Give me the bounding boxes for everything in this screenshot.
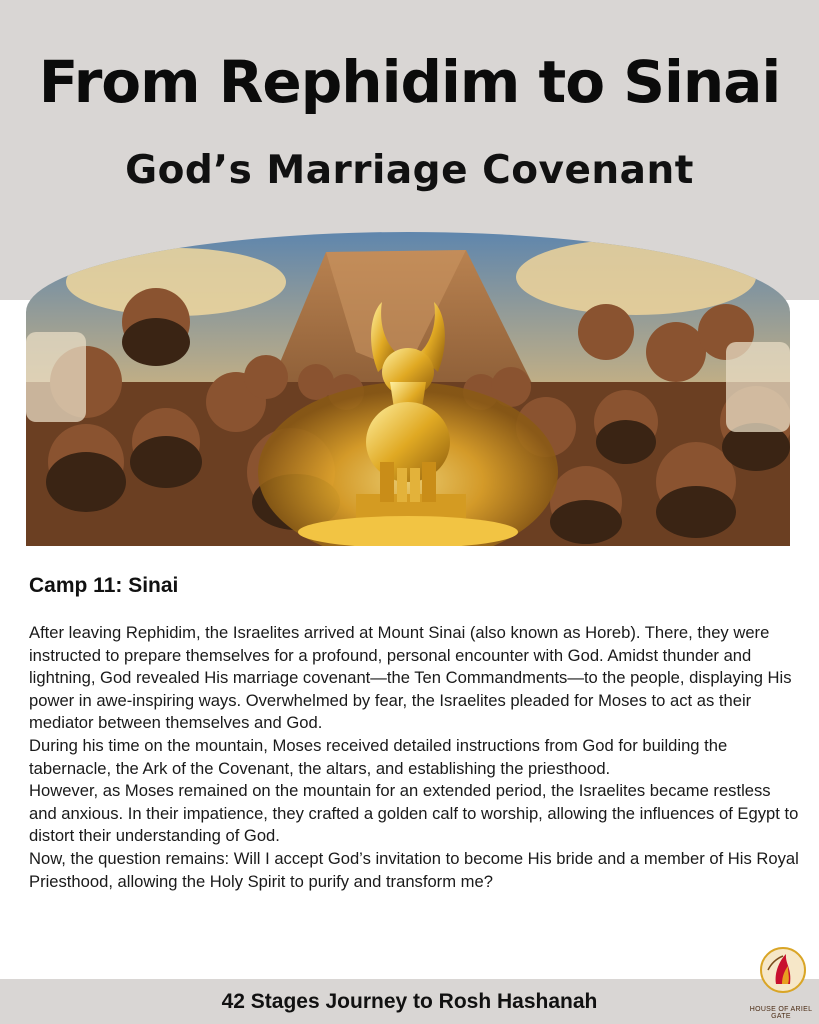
page-title: From Rephidim to Sinai [38,48,781,116]
logo-text: HOUSE OF ARIEL GATE [749,1006,813,1020]
section-title: Camp 11: Sinai [29,574,179,597]
page-subtitle: God’s Marriage Covenant [125,148,694,193]
paragraph: Now, the question remains: Will I accept God’s invitation to become His bride and a member of His Royal Priesthood, allowing the Holy Spirit to purify and transform me? [29,848,799,891]
golden-calf-scene-image [26,232,790,546]
footer-title: 42 Stages Journey to Rosh Hashanah [221,990,598,1013]
paragraph: However, as Moses remained on the mountain for an extended period, the Israelites became restless and anxious. In their impatience, they crafted a golden calf to worship, allowing the influences of Egypt to distort their understanding of God. [29,781,799,846]
body-text [29,622,799,893]
paragraph: During his time on the mountain, Moses received detailed instructions from God for building the tabernacle, the Ark of the Covenant, the altars, and establishing the priesthood. [29,735,728,778]
paragraph: After leaving Rephidim, the Israelites arrived at Mount Sinai (also known as Horeb). There, they were instructed to prepare themselves for a profound, personal encounter with God. Amidst thunder and lightning, God revealed His marriage covenant—the Ten Commandments—to the people, displaying His power in awe-inspiring ways. Overwhelmed by fear, the Israelites pleaded for Moses to act as their mediator between themselves and God. [29,623,792,733]
